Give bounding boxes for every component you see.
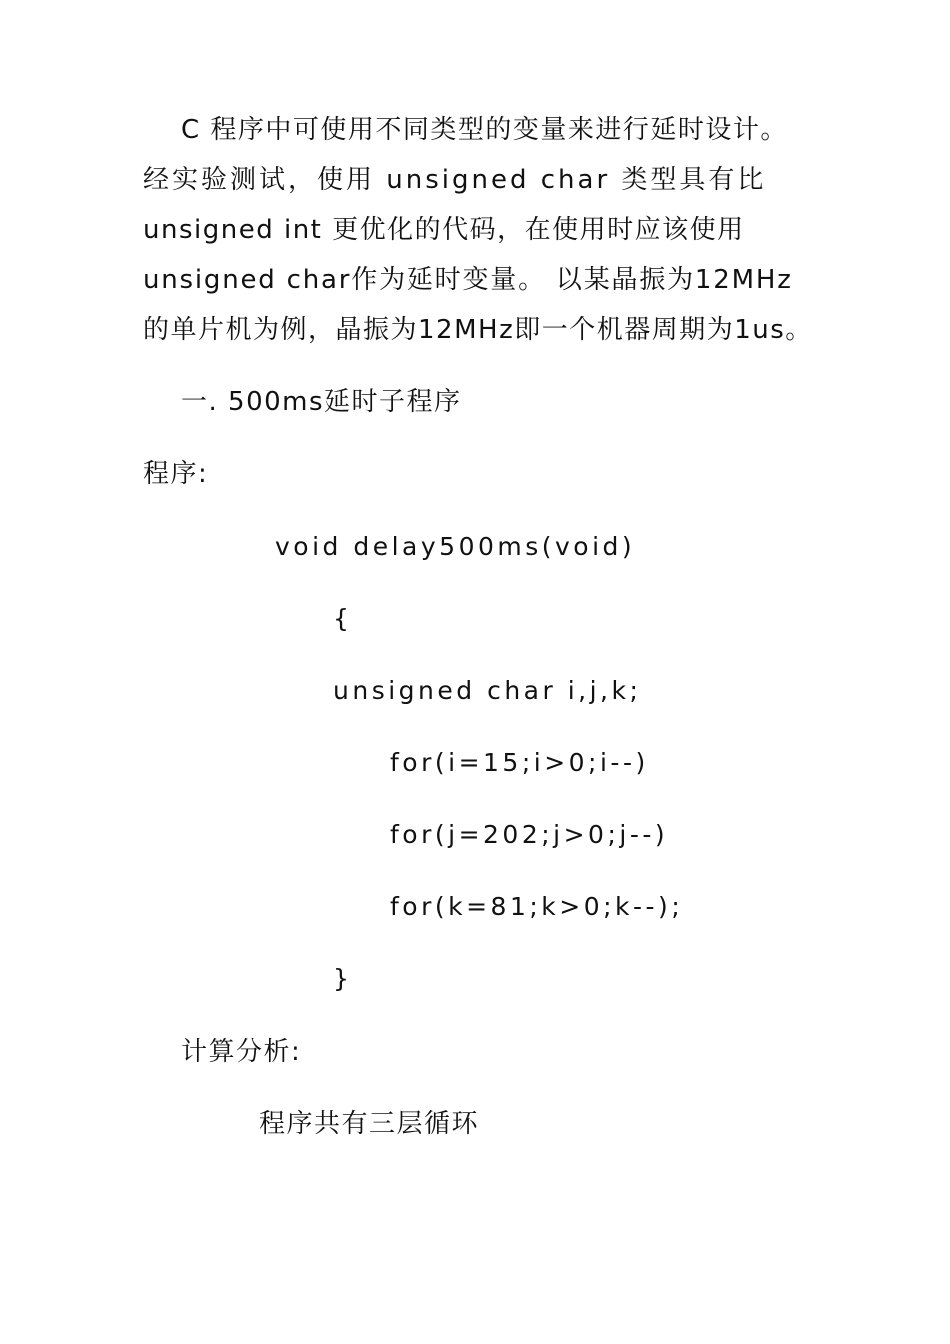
code-line-loop-j: for(j=202;j>0;j--) [390,820,669,849]
intro-line-1: C 程序中可使用不同类型的变量来进行延时设计。 [181,115,788,145]
analysis-label: 计算分析: [181,1037,302,1067]
section-heading: 一. 500ms延时子程序 [181,387,462,417]
intro-line-3: unsigned int 更优化的代码，在使用时应该使用 [143,215,745,245]
intro-line-2: 经实验测试，使用 unsigned char 类型具有比 [143,165,767,195]
program-label: 程序: [143,459,209,489]
intro-line-4: unsigned char作为延时变量。 以某晶振为12MHz [143,265,793,295]
code-line-declaration: unsigned char i,j,k; [333,676,642,705]
intro-line-5: 的单片机为例，晶振为12MHz即一个机器周期为1us。 [143,315,813,345]
code-line-function-signature: void delay500ms(void) [275,532,636,561]
code-line-loop-i: for(i=15;i>0;i--) [390,748,649,777]
code-line-loop-k: for(k=81;k>0;k--); [390,892,684,921]
code-line-open-brace: { [333,604,353,633]
analysis-text: 程序共有三层循环 [259,1109,480,1139]
code-line-close-brace: } [333,964,353,993]
